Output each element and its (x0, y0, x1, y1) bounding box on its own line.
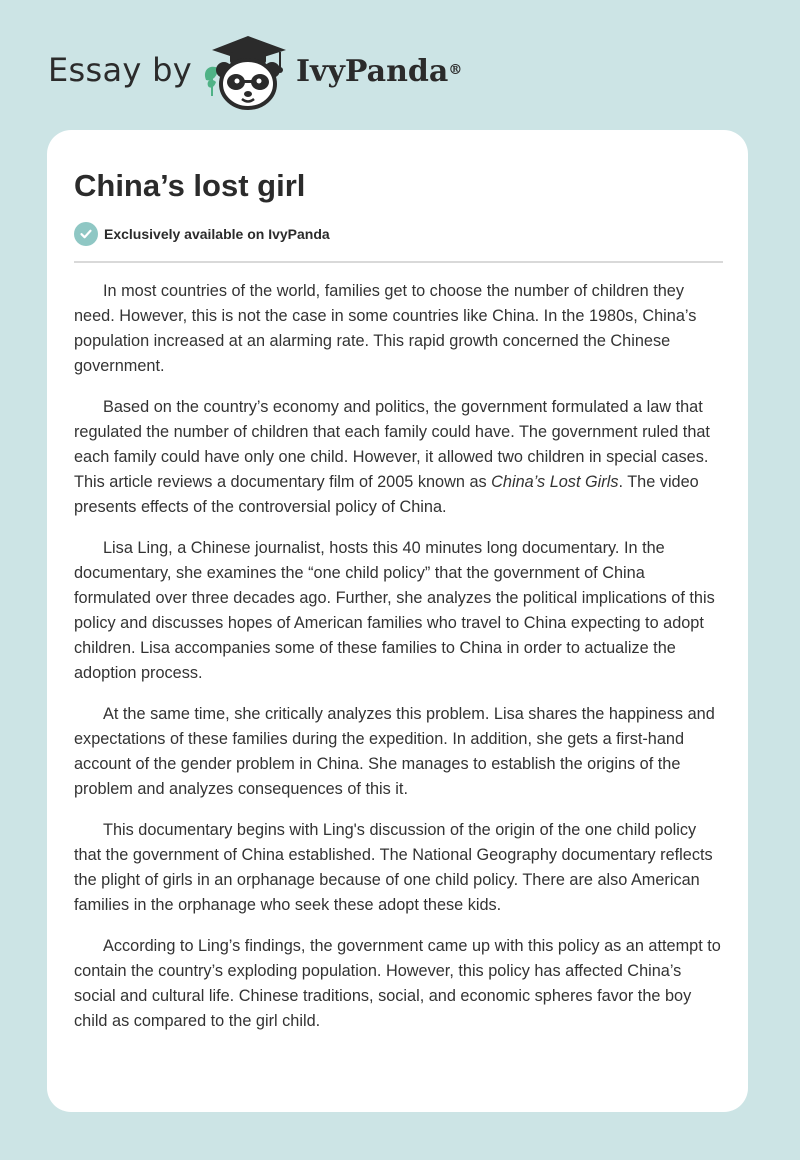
paragraph-text: Based on the country’s economy and politics, the government formulated a law that regulated the number of children that each family could have. The government ruled that each family could have only one child. However, it allowed two children in special cases. This article reviews a documentary film of 2005 known as (74, 398, 710, 491)
brand-logo-text[interactable] (296, 52, 462, 92)
essay-by-label: Essay by (48, 51, 192, 89)
paragraph: According to Ling’s findings, the government came up with this policy as an attempt to contain the country’s exploding population. However, this policy has affected China’s social and cultural life. Chinese traditions, social, and economic spheres favor the boy child as compared to the girl child. (74, 937, 721, 1030)
film-title: China’s Lost Girls (491, 473, 619, 491)
paragraph: At the same time, she critically analyzes this problem. Lisa shares the happiness and expectations of these families during the expedition. In addition, she gets a first-hand account of the gender problem in China. She manages to establish the origins of the problem and analyzes consequences of this it. (74, 705, 715, 798)
check-circle-icon (74, 222, 98, 246)
essay-card (47, 130, 748, 1112)
paragraph: Lisa Ling, a Chinese journalist, hosts this 40 minutes long documentary. In the documentary, she examines the “one child policy” that the government of China formulated over three decades ago. Further, she analyzes the political implications of this policy and discusses hopes of American families who travel to China expecting to adopt children. Lisa accompanies some of these families to China in order to actualize the adoption process. (74, 539, 715, 682)
exclusive-badge-label: Exclusively available on IvyPanda (104, 226, 330, 242)
essay-body (74, 279, 724, 1050)
paragraph (74, 395, 724, 520)
paragraph: In most countries of the world, families get to choose the number of children they need. However, this is not the case in some countries like China. In the 1980s, China’s population increased at an alarming rate. This rapid growth concerned the Chinese government. (74, 282, 697, 375)
title-divider (74, 261, 723, 263)
essay-title: China’s lost girl (74, 168, 306, 203)
panda-graduate-icon[interactable] (200, 34, 290, 110)
site-header (0, 0, 800, 125)
brand-name: IvyPanda (296, 54, 449, 89)
paragraph-text: . The video presents effects of the controversial policy of China. (74, 473, 699, 516)
paragraph: This documentary begins with Ling's discussion of the origin of the one child policy that the government of China established. The National Geography documentary reflects the plight of girls in an orphanage because of one child policy. There are also American families in the orphanage who seek these adopt these kids. (74, 821, 713, 914)
registered-mark: ® (448, 62, 463, 78)
exclusive-badge (74, 222, 330, 246)
